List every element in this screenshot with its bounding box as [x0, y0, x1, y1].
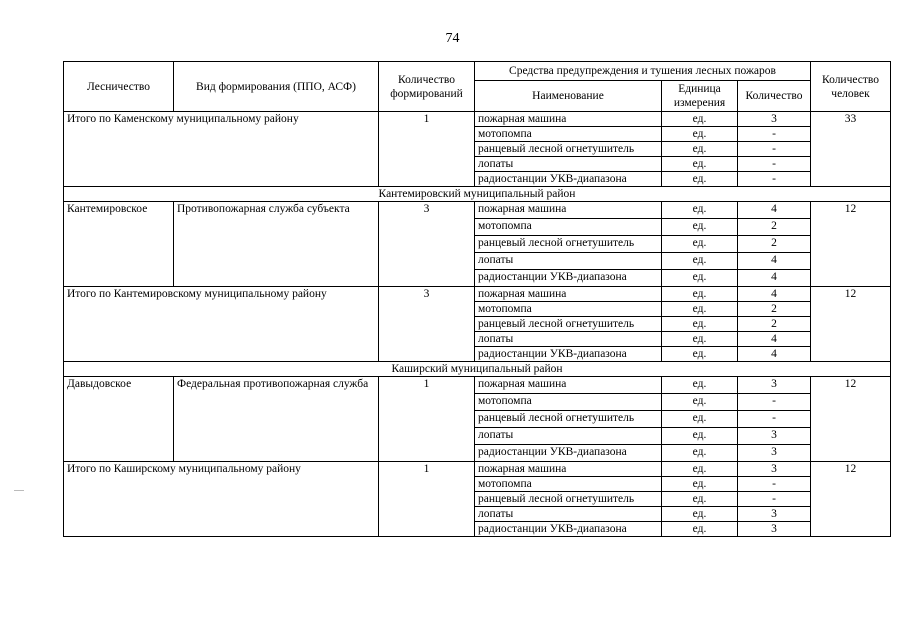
equipment-name: мотопомпа — [475, 394, 662, 411]
header-means-group: Средства предупреждения и тушения лесных пожаров — [475, 62, 811, 81]
table-row — [64, 377, 891, 394]
equipment-unit: ед. — [662, 302, 738, 317]
formations-count: 3 — [379, 202, 475, 287]
equipment-name: пожарная машина — [475, 287, 662, 302]
equipment-unit: ед. — [662, 112, 738, 127]
equipment-name: пожарная машина — [475, 112, 662, 127]
equipment-unit: ед. — [662, 445, 738, 462]
equipment-qty: 3 — [738, 462, 811, 477]
district-row — [64, 187, 891, 202]
equipment-unit: ед. — [662, 347, 738, 362]
equipment-unit: ед. — [662, 317, 738, 332]
people-count: 12 — [811, 202, 891, 287]
equipment-qty: 3 — [738, 377, 811, 394]
district-name: Кантемировский муниципальный район — [64, 187, 891, 202]
page-number: 74 — [445, 31, 460, 46]
formations-count: 3 — [379, 287, 475, 362]
equipment-qty: - — [738, 157, 811, 172]
equipment-name: ранцевый лесной огнетушитель — [475, 317, 662, 332]
equipment-qty: 4 — [738, 270, 811, 287]
equipment-name: радиостанции УКВ-диапазона — [475, 522, 662, 537]
equipment-name: радиостанции УКВ-диапазона — [475, 270, 662, 287]
equipment-name: пожарная машина — [475, 377, 662, 394]
equipment-name: ранцевый лесной огнетушитель — [475, 411, 662, 428]
equipment-qty: 3 — [738, 522, 811, 537]
formation-type: Противопожарная служба субъекта — [174, 202, 379, 287]
equipment-name: лопаты — [475, 157, 662, 172]
equipment-unit: ед. — [662, 142, 738, 157]
equipment-name: радиостанции УКВ-диапазона — [475, 347, 662, 362]
equipment-qty: 4 — [738, 347, 811, 362]
table-body — [64, 112, 891, 537]
table-row — [64, 462, 891, 477]
equipment-unit: ед. — [662, 332, 738, 347]
equipment-name: ранцевый лесной огнетушитель — [475, 236, 662, 253]
total-label: Итого по Каширскому муниципальному району — [64, 462, 379, 537]
equipment-qty: - — [738, 394, 811, 411]
equipment-unit: ед. — [662, 127, 738, 142]
header-quantity: Количество — [738, 81, 811, 112]
district-name: Каширский муниципальный район — [64, 362, 891, 377]
table-row — [64, 202, 891, 219]
people-count: 33 — [811, 112, 891, 187]
equipment-unit: ед. — [662, 394, 738, 411]
formation-type: Федеральная противопожарная служба — [174, 377, 379, 462]
formations-count: 1 — [379, 462, 475, 537]
equipment-unit: ед. — [662, 287, 738, 302]
equipment-qty: 3 — [738, 507, 811, 522]
formations-count: 1 — [379, 377, 475, 462]
header-forestry: Лесничество — [64, 62, 174, 112]
equipment-qty: 3 — [738, 112, 811, 127]
equipment-unit: ед. — [662, 157, 738, 172]
equipment-name: лопаты — [475, 428, 662, 445]
equipment-unit: ед. — [662, 477, 738, 492]
formations-count: 1 — [379, 112, 475, 187]
equipment-unit: ед. — [662, 428, 738, 445]
equipment-qty: 4 — [738, 332, 811, 347]
equipment-unit: ед. — [662, 253, 738, 270]
people-count: 12 — [811, 287, 891, 362]
equipment-name: ранцевый лесной огнетушитель — [475, 492, 662, 507]
equipment-qty: 2 — [738, 302, 811, 317]
forestry-name: Давыдовское — [64, 377, 174, 462]
margin-mark — [14, 490, 24, 491]
equipment-name: лопаты — [475, 332, 662, 347]
equipment-qty: 2 — [738, 236, 811, 253]
equipment-name: мотопомпа — [475, 127, 662, 142]
equipment-qty: - — [738, 127, 811, 142]
header-formation-type: Вид формирования (ППО, АСФ) — [174, 62, 379, 112]
equipment-name: пожарная машина — [475, 462, 662, 477]
equipment-unit: ед. — [662, 236, 738, 253]
equipment-unit: ед. — [662, 522, 738, 537]
equipment-name: радиостанции УКВ-диапазона — [475, 172, 662, 187]
equipment-name: ранцевый лесной огнетушитель — [475, 142, 662, 157]
equipment-name: лопаты — [475, 507, 662, 522]
equipment-name: мотопомпа — [475, 302, 662, 317]
equipment-qty: 3 — [738, 428, 811, 445]
equipment-name: радиостанции УКВ-диапазона — [475, 445, 662, 462]
people-count: 12 — [811, 462, 891, 537]
equipment-unit: ед. — [662, 411, 738, 428]
equipment-qty: 4 — [738, 287, 811, 302]
equipment-qty: 4 — [738, 253, 811, 270]
equipment-qty: - — [738, 477, 811, 492]
equipment-unit: ед. — [662, 492, 738, 507]
equipment-unit: ед. — [662, 462, 738, 477]
equipment-name: лопаты — [475, 253, 662, 270]
equipment-name: пожарная машина — [475, 202, 662, 219]
equipment-qty: 2 — [738, 317, 811, 332]
equipment-name: мотопомпа — [475, 477, 662, 492]
fire-means-table — [63, 61, 891, 537]
equipment-qty: - — [738, 142, 811, 157]
equipment-qty: - — [738, 172, 811, 187]
table-row — [64, 112, 891, 127]
district-row — [64, 362, 891, 377]
equipment-qty: 2 — [738, 219, 811, 236]
equipment-unit: ед. — [662, 270, 738, 287]
equipment-qty: - — [738, 411, 811, 428]
header-name: Наименование — [475, 81, 662, 112]
table-row — [64, 287, 891, 302]
total-label: Итого по Кантемировскому муниципальному району — [64, 287, 379, 362]
people-count: 12 — [811, 377, 891, 462]
equipment-qty: 4 — [738, 202, 811, 219]
equipment-name: мотопомпа — [475, 219, 662, 236]
equipment-unit: ед. — [662, 507, 738, 522]
forestry-name: Кантемировское — [64, 202, 174, 287]
equipment-unit: ед. — [662, 172, 738, 187]
header-unit: Единица измерения — [662, 81, 738, 112]
header-formations-count: Количество формирований — [379, 62, 475, 112]
equipment-qty: 3 — [738, 445, 811, 462]
equipment-qty: - — [738, 492, 811, 507]
header-people: Количество человек — [811, 62, 891, 112]
equipment-unit: ед. — [662, 219, 738, 236]
total-label: Итого по Каменскому муниципальному району — [64, 112, 379, 187]
equipment-unit: ед. — [662, 377, 738, 394]
equipment-unit: ед. — [662, 202, 738, 219]
